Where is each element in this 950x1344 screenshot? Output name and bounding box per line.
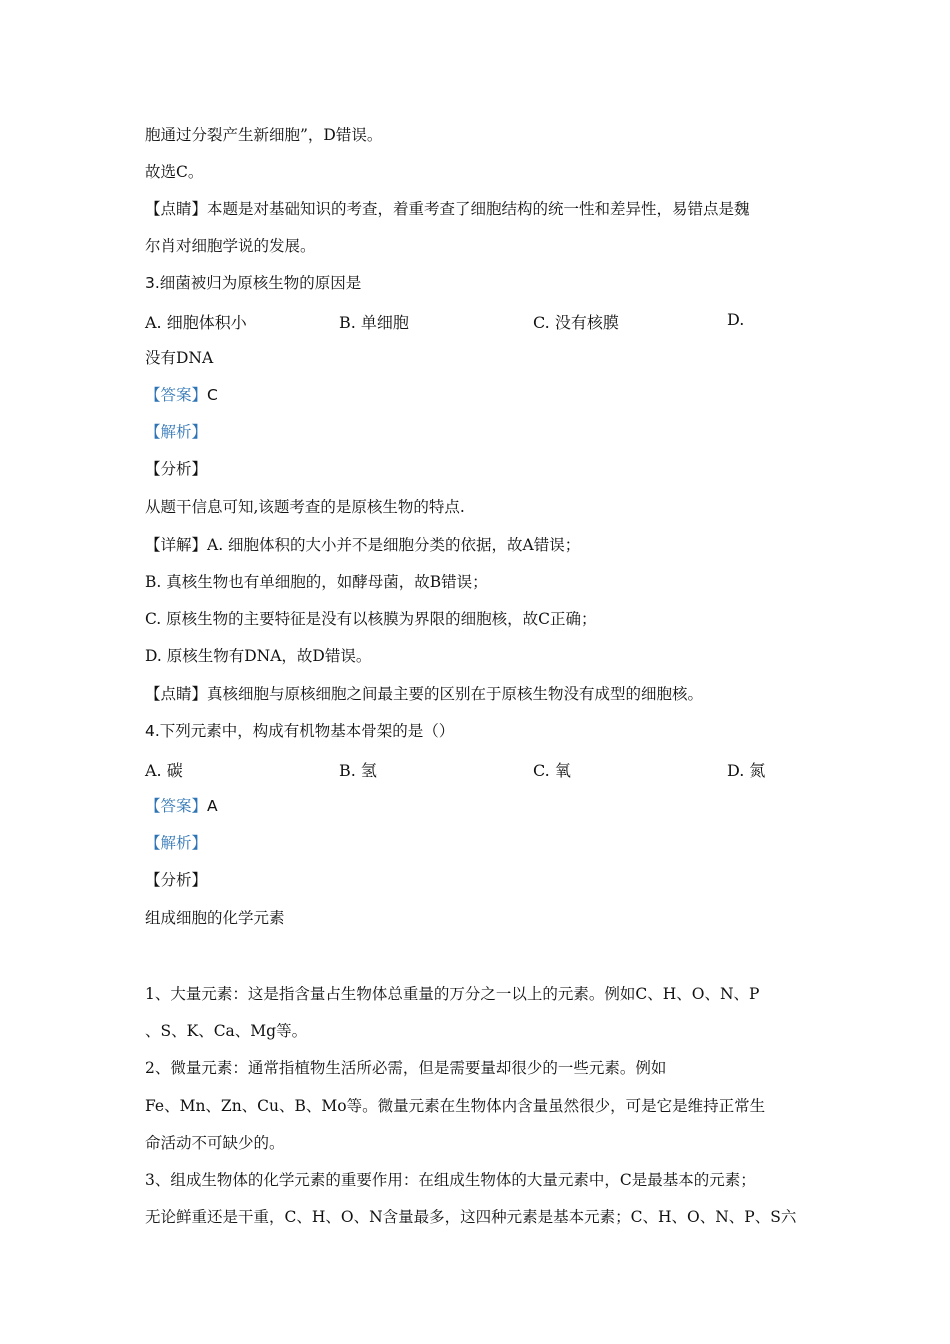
fenxi-label: 【分析】: [145, 871, 208, 889]
dianjing-line: 【点睛】真核细胞与原核细胞之间最主要的区别在于原核生物没有成型的细胞核。: [145, 685, 704, 703]
option-d: D.: [727, 310, 745, 329]
question-4-stem: 4.下列元素中，构成有机物基本骨架的是（）: [145, 722, 455, 740]
answer-line: [145, 795, 805, 817]
option-a: A. 细胞体积小: [145, 313, 247, 332]
analysis-label: 【解析】: [145, 423, 208, 441]
answer-label: 【答案】: [145, 386, 208, 404]
answer-line: [145, 384, 805, 406]
fenxi-text: 从题干信息可知,该题考查的是原核生物的特点.: [145, 498, 465, 516]
text-line: 胞通过分裂产生新细胞”，D错误。: [145, 126, 383, 144]
detail-line: D. 原核生物有DNA，故D错误。: [145, 647, 372, 665]
answer-value: C: [207, 386, 218, 404]
fenxi-label: 【分析】: [145, 460, 208, 478]
option-d-text: 没有DNA: [145, 349, 214, 367]
detail-line: C. 原核生物的主要特征是没有以核膜为界限的细胞核，故C正确；: [145, 610, 597, 628]
option-c: C. 没有核膜: [533, 313, 619, 332]
answer-label: 【答案】: [145, 797, 208, 815]
answer-value: A: [207, 797, 218, 815]
option-c: C. 氧: [533, 761, 571, 780]
fenxi-text: 组成细胞的化学元素: [145, 909, 285, 927]
option-b: B. 单细胞: [339, 313, 409, 332]
paragraph-line: 、S、K、Ca、Mg等。: [145, 1022, 308, 1040]
detail-line: 【详解】A. 细胞体积的大小并不是细胞分类的依据，故A错误；: [145, 536, 581, 554]
option-b: B. 氢: [339, 761, 377, 780]
text-line: 故选C。: [145, 163, 204, 181]
option-a: A. 碳: [145, 761, 183, 780]
question-4-options: [145, 758, 805, 780]
dianjing-line: 【点睛】本题是对基础知识的考查，着重考查了细胞结构的统一性和差异性，易错点是魏: [145, 200, 750, 218]
text-line: 尔肖对细胞学说的发展。: [145, 237, 316, 255]
paragraph-line: 1、大量元素：这是指含量占生物体总重量的万分之一以上的元素。例如C、H、O、N、P: [145, 985, 760, 1003]
question-3-stem: 3.细菌被归为原核生物的原因是: [145, 274, 362, 292]
question-3-options: [145, 310, 805, 332]
paragraph-line: 3、组成生物体的化学元素的重要作用：在组成生物体的大量元素中，C是最基本的元素；: [145, 1171, 756, 1189]
paragraph-line: 无论鲜重还是干重，C、H、O、N含量最多，这四种元素是基本元素；C、H、O、N、P、S六: [145, 1208, 797, 1226]
paragraph-line: Fe、Mn、Zn、Cu、B、Mo等。微量元素在生物体内含量虽然很少，可是它是维持正常生: [145, 1097, 766, 1115]
option-d: D. 氮: [727, 761, 766, 780]
paragraph-line: 命活动不可缺少的。: [145, 1134, 285, 1152]
detail-line: B. 真核生物也有单细胞的，如酵母菌，故B错误；: [145, 573, 488, 591]
paragraph-line: 2、微量元素：通常指植物生活所必需，但是需要量却很少的一些元素。例如: [145, 1059, 667, 1077]
analysis-label: 【解析】: [145, 834, 208, 852]
